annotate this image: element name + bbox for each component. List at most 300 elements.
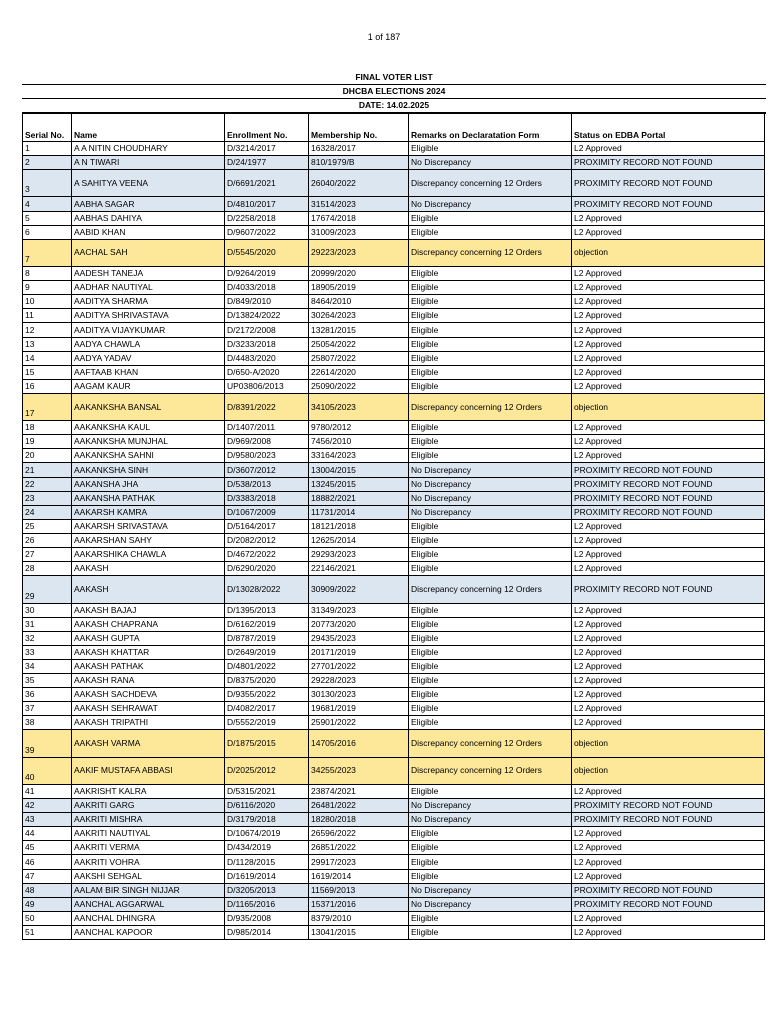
cell-remarks: No Discrepancy xyxy=(409,197,572,211)
table-row xyxy=(23,211,765,225)
table-row xyxy=(23,841,765,855)
cell-remarks: Eligible xyxy=(409,631,572,645)
cell-enrollment: D/650-A/2020 xyxy=(225,365,309,379)
cell-remarks: Eligible xyxy=(409,688,572,702)
table-row xyxy=(23,869,765,883)
table-row xyxy=(23,337,765,351)
cell-membership: 25807/2022 xyxy=(309,351,409,365)
cell-remarks: Eligible xyxy=(409,562,572,576)
cell-remarks: Eligible xyxy=(409,365,572,379)
cell-membership: 11731/2014 xyxy=(309,505,409,519)
cell-name: AAKASH PATHAK xyxy=(72,659,225,673)
cell-serial: 49 xyxy=(23,897,72,911)
cell-name: AABHA SAGAR xyxy=(72,197,225,211)
cell-status: PROXIMITY RECORD NOT FOUND xyxy=(572,883,765,897)
cell-remarks: No Discrepancy xyxy=(409,491,572,505)
cell-membership: 18121/2018 xyxy=(309,519,409,533)
cell-membership: 13245/2015 xyxy=(309,477,409,491)
cell-remarks: Eligible xyxy=(409,674,572,688)
cell-status: objection xyxy=(572,757,765,784)
cell-remarks: Discrepancy concerning 12 Orders xyxy=(409,393,572,420)
cell-membership: 1619/2014 xyxy=(309,869,409,883)
cell-membership: 26040/2022 xyxy=(309,170,409,197)
table-row xyxy=(23,674,765,688)
cell-membership: 26596/2022 xyxy=(309,827,409,841)
table-row xyxy=(23,757,765,784)
cell-name: AAKANKSHA SINH xyxy=(72,463,225,477)
table-row xyxy=(23,911,765,925)
table-row xyxy=(23,477,765,491)
cell-enrollment: D/8391/2022 xyxy=(225,393,309,420)
cell-status: PROXIMITY RECORD NOT FOUND xyxy=(572,897,765,911)
cell-status: PROXIMITY RECORD NOT FOUND xyxy=(572,799,765,813)
cell-remarks: No Discrepancy xyxy=(409,813,572,827)
cell-status: L2 Approved xyxy=(572,435,765,449)
cell-membership: 8464/2010 xyxy=(309,295,409,309)
cell-status: L2 Approved xyxy=(572,295,765,309)
cell-remarks: No Discrepancy xyxy=(409,883,572,897)
cell-status: objection xyxy=(572,393,765,420)
cell-serial: 6 xyxy=(23,225,72,239)
cell-membership: 25054/2022 xyxy=(309,337,409,351)
cell-name: AAFTAAB KHAN xyxy=(72,365,225,379)
cell-name: AAGAM KAUR xyxy=(72,379,225,393)
cell-remarks: Eligible xyxy=(409,351,572,365)
cell-remarks: Eligible xyxy=(409,869,572,883)
cell-name: AAKANSHA JHA xyxy=(72,477,225,491)
cell-status: L2 Approved xyxy=(572,617,765,631)
cell-membership: 33164/2023 xyxy=(309,449,409,463)
cell-enrollment: D/9264/2019 xyxy=(225,267,309,281)
table-row xyxy=(23,449,765,463)
cell-remarks: Eligible xyxy=(409,911,572,925)
cell-enrollment: D/8787/2019 xyxy=(225,631,309,645)
cell-enrollment: D/6290/2020 xyxy=(225,562,309,576)
cell-name: AAKRISHT KALRA xyxy=(72,784,225,798)
cell-enrollment: D/4801/2022 xyxy=(225,659,309,673)
cell-name: AAKASH SACHDEVA xyxy=(72,688,225,702)
cell-remarks: Eligible xyxy=(409,421,572,435)
cell-serial: 36 xyxy=(23,688,72,702)
table-row xyxy=(23,645,765,659)
cell-remarks: Eligible xyxy=(409,225,572,239)
cell-status: L2 Approved xyxy=(572,281,765,295)
cell-remarks: Eligible xyxy=(409,784,572,798)
cell-status: L2 Approved xyxy=(572,142,765,156)
table-row xyxy=(23,323,765,337)
cell-serial: 28 xyxy=(23,562,72,576)
cell-name: AAKASH CHAPRANA xyxy=(72,617,225,631)
cell-membership: 34105/2023 xyxy=(309,393,409,420)
cell-serial: 40 xyxy=(23,757,72,784)
cell-status: L2 Approved xyxy=(572,702,765,716)
cell-status: L2 Approved xyxy=(572,645,765,659)
cell-enrollment: D/2258/2018 xyxy=(225,211,309,225)
cell-name: AAKASH GUPTA xyxy=(72,631,225,645)
cell-serial: 26 xyxy=(23,533,72,547)
cell-enrollment: D/8375/2020 xyxy=(225,674,309,688)
cell-remarks: Eligible xyxy=(409,841,572,855)
cell-status: L2 Approved xyxy=(572,365,765,379)
cell-serial: 13 xyxy=(23,337,72,351)
cell-status: PROXIMITY RECORD NOT FOUND xyxy=(572,505,765,519)
cell-membership: 26851/2022 xyxy=(309,841,409,855)
cell-membership: 31514/2023 xyxy=(309,197,409,211)
cell-name: AANCHAL KAPOOR xyxy=(72,925,225,939)
table-row xyxy=(23,883,765,897)
cell-membership: 25090/2022 xyxy=(309,379,409,393)
cell-remarks: Eligible xyxy=(409,435,572,449)
cell-enrollment: D/3607/2012 xyxy=(225,463,309,477)
cell-enrollment: D/6162/2019 xyxy=(225,617,309,631)
cell-remarks: No Discrepancy xyxy=(409,477,572,491)
table-row xyxy=(23,225,765,239)
cell-serial: 23 xyxy=(23,491,72,505)
cell-serial: 34 xyxy=(23,659,72,673)
cell-enrollment: D/1875/2015 xyxy=(225,730,309,757)
cell-status: L2 Approved xyxy=(572,841,765,855)
cell-name: AAKRITI VOHRA xyxy=(72,855,225,869)
cell-enrollment: D/2172/2008 xyxy=(225,323,309,337)
cell-serial: 45 xyxy=(23,841,72,855)
document-date: DATE: 14.02.2025 xyxy=(22,99,766,114)
table-row xyxy=(23,505,765,519)
table-row xyxy=(23,491,765,505)
cell-remarks: No Discrepancy xyxy=(409,799,572,813)
cell-serial: 2 xyxy=(23,156,72,170)
cell-remarks: Eligible xyxy=(409,519,572,533)
cell-membership: 7456/2010 xyxy=(309,435,409,449)
cell-status: L2 Approved xyxy=(572,869,765,883)
cell-enrollment: D/1407/2011 xyxy=(225,421,309,435)
cell-status: PROXIMITY RECORD NOT FOUND xyxy=(572,813,765,827)
table-row xyxy=(23,855,765,869)
cell-membership: 29917/2023 xyxy=(309,855,409,869)
cell-serial: 5 xyxy=(23,211,72,225)
cell-remarks: No Discrepancy xyxy=(409,463,572,477)
cell-status: L2 Approved xyxy=(572,421,765,435)
cell-serial: 47 xyxy=(23,869,72,883)
document-header xyxy=(22,71,766,114)
cell-serial: 44 xyxy=(23,827,72,841)
cell-serial: 41 xyxy=(23,784,72,798)
cell-serial: 24 xyxy=(23,505,72,519)
cell-membership: 19681/2019 xyxy=(309,702,409,716)
cell-serial: 12 xyxy=(23,323,72,337)
cell-membership: 20999/2020 xyxy=(309,267,409,281)
cell-remarks: Eligible xyxy=(409,659,572,673)
table-row xyxy=(23,239,765,266)
cell-serial: 32 xyxy=(23,631,72,645)
cell-name: AAKANKSHA KAUL xyxy=(72,421,225,435)
cell-status: L2 Approved xyxy=(572,674,765,688)
cell-membership: 9780/2012 xyxy=(309,421,409,435)
cell-name: AAKANKSHA BANSAL xyxy=(72,393,225,420)
cell-enrollment: D/9580/2023 xyxy=(225,449,309,463)
cell-name: AAKASH xyxy=(72,562,225,576)
cell-membership: 13281/2015 xyxy=(309,323,409,337)
table-row xyxy=(23,351,765,365)
column-header-name: Name xyxy=(72,114,225,142)
cell-enrollment: D/4033/2018 xyxy=(225,281,309,295)
table-row xyxy=(23,519,765,533)
document-title: FINAL VOTER LIST xyxy=(22,71,766,85)
table-header-row xyxy=(23,114,765,142)
cell-membership: 29293/2023 xyxy=(309,548,409,562)
cell-name: AAKASH SEHRAWAT xyxy=(72,702,225,716)
cell-enrollment: D/2649/2019 xyxy=(225,645,309,659)
cell-status: L2 Approved xyxy=(572,688,765,702)
cell-enrollment: D/1128/2015 xyxy=(225,855,309,869)
column-header-membership: Membership No. xyxy=(309,114,409,142)
cell-remarks: No Discrepancy xyxy=(409,505,572,519)
cell-enrollment: UP03806/2013 xyxy=(225,379,309,393)
cell-status: PROXIMITY RECORD NOT FOUND xyxy=(572,576,765,603)
cell-remarks: Eligible xyxy=(409,281,572,295)
cell-status: L2 Approved xyxy=(572,716,765,730)
cell-status: L2 Approved xyxy=(572,379,765,393)
table-row xyxy=(23,617,765,631)
cell-serial: 38 xyxy=(23,716,72,730)
table-row xyxy=(23,548,765,562)
cell-status: L2 Approved xyxy=(572,911,765,925)
cell-enrollment: D/1619/2014 xyxy=(225,869,309,883)
cell-status: L2 Approved xyxy=(572,351,765,365)
table-row xyxy=(23,267,765,281)
cell-status: L2 Approved xyxy=(572,211,765,225)
table-row xyxy=(23,688,765,702)
cell-membership: 30130/2023 xyxy=(309,688,409,702)
cell-remarks: Eligible xyxy=(409,449,572,463)
cell-membership: 29228/2023 xyxy=(309,674,409,688)
cell-serial: 20 xyxy=(23,449,72,463)
cell-status: PROXIMITY RECORD NOT FOUND xyxy=(572,491,765,505)
cell-membership: 20773/2020 xyxy=(309,617,409,631)
cell-name: A N TIWARI xyxy=(72,156,225,170)
cell-name: AADITYA SHRIVASTAVA xyxy=(72,309,225,323)
table-row xyxy=(23,295,765,309)
table-row xyxy=(23,784,765,798)
cell-enrollment: D/1067/2009 xyxy=(225,505,309,519)
cell-enrollment: D/935/2008 xyxy=(225,911,309,925)
cell-remarks: Eligible xyxy=(409,379,572,393)
table-row xyxy=(23,393,765,420)
cell-status: L2 Approved xyxy=(572,562,765,576)
cell-serial: 16 xyxy=(23,379,72,393)
cell-membership: 22614/2020 xyxy=(309,365,409,379)
cell-serial: 50 xyxy=(23,911,72,925)
cell-enrollment: D/3383/2018 xyxy=(225,491,309,505)
cell-serial: 35 xyxy=(23,674,72,688)
cell-remarks: Eligible xyxy=(409,295,572,309)
table-row xyxy=(23,463,765,477)
cell-remarks: Discrepancy concerning 12 Orders xyxy=(409,757,572,784)
cell-membership: 27701/2022 xyxy=(309,659,409,673)
table-row xyxy=(23,197,765,211)
cell-serial: 11 xyxy=(23,309,72,323)
cell-membership: 34255/2023 xyxy=(309,757,409,784)
cell-status: L2 Approved xyxy=(572,603,765,617)
cell-membership: 29223/2023 xyxy=(309,239,409,266)
cell-enrollment: D/849/2010 xyxy=(225,295,309,309)
cell-membership: 18905/2019 xyxy=(309,281,409,295)
table-row xyxy=(23,716,765,730)
cell-enrollment: D/4483/2020 xyxy=(225,351,309,365)
cell-remarks: Eligible xyxy=(409,702,572,716)
cell-enrollment: D/4672/2022 xyxy=(225,548,309,562)
cell-name: AAKARSHIKA CHAWLA xyxy=(72,548,225,562)
table-row xyxy=(23,533,765,547)
cell-serial: 48 xyxy=(23,883,72,897)
cell-membership: 25901/2022 xyxy=(309,716,409,730)
cell-enrollment: D/6691/2021 xyxy=(225,170,309,197)
cell-enrollment: D/2025/2012 xyxy=(225,757,309,784)
cell-name: AAKASH KHATTAR xyxy=(72,645,225,659)
cell-status: L2 Approved xyxy=(572,225,765,239)
cell-enrollment: D/10674/2019 xyxy=(225,827,309,841)
cell-membership: 29435/2023 xyxy=(309,631,409,645)
cell-membership: 18280/2018 xyxy=(309,813,409,827)
cell-enrollment: D/538/2013 xyxy=(225,477,309,491)
cell-name: AABID KHAN xyxy=(72,225,225,239)
cell-name: AADITYA SHARMA xyxy=(72,295,225,309)
cell-membership: 31009/2023 xyxy=(309,225,409,239)
cell-serial: 25 xyxy=(23,519,72,533)
table-row xyxy=(23,813,765,827)
table-row xyxy=(23,827,765,841)
cell-serial: 19 xyxy=(23,435,72,449)
column-header-remarks: Remarks on Declaratation Form xyxy=(409,114,572,142)
cell-name: AADHAR NAUTIYAL xyxy=(72,281,225,295)
cell-membership: 18882/2021 xyxy=(309,491,409,505)
cell-enrollment: D/1165/2016 xyxy=(225,897,309,911)
cell-enrollment: D/3233/2018 xyxy=(225,337,309,351)
cell-name: AADYA YADAV xyxy=(72,351,225,365)
cell-status: L2 Approved xyxy=(572,784,765,798)
cell-remarks: No Discrepancy xyxy=(409,897,572,911)
table-row xyxy=(23,659,765,673)
cell-membership: 20171/2019 xyxy=(309,645,409,659)
cell-enrollment: D/434/2019 xyxy=(225,841,309,855)
cell-enrollment: D/6116/2020 xyxy=(225,799,309,813)
cell-remarks: Discrepancy concerning 12 Orders xyxy=(409,239,572,266)
cell-name: AANCHAL DHINGRA xyxy=(72,911,225,925)
cell-serial: 1 xyxy=(23,142,72,156)
table-row xyxy=(23,435,765,449)
table-row xyxy=(23,631,765,645)
voter-table xyxy=(22,113,765,940)
table-row xyxy=(23,421,765,435)
cell-status: objection xyxy=(572,239,765,266)
table-row xyxy=(23,379,765,393)
cell-membership: 23874/2021 xyxy=(309,784,409,798)
cell-remarks: Eligible xyxy=(409,337,572,351)
table-row xyxy=(23,799,765,813)
cell-enrollment: D/3179/2018 xyxy=(225,813,309,827)
table-row xyxy=(23,309,765,323)
cell-remarks: Eligible xyxy=(409,617,572,631)
cell-status: L2 Approved xyxy=(572,631,765,645)
cell-serial: 21 xyxy=(23,463,72,477)
cell-enrollment: D/13824/2022 xyxy=(225,309,309,323)
cell-enrollment: D/3205/2013 xyxy=(225,883,309,897)
cell-enrollment: D/5545/2020 xyxy=(225,239,309,266)
cell-membership: 16328/2017 xyxy=(309,142,409,156)
table-row xyxy=(23,156,765,170)
cell-remarks: Eligible xyxy=(409,533,572,547)
cell-name: AADITYA VIJAYKUMAR xyxy=(72,323,225,337)
table-row xyxy=(23,281,765,295)
cell-remarks: Discrepancy concerning 12 Orders xyxy=(409,730,572,757)
cell-serial: 10 xyxy=(23,295,72,309)
cell-status: L2 Approved xyxy=(572,519,765,533)
cell-name: AADYA CHAWLA xyxy=(72,337,225,351)
table-row xyxy=(23,170,765,197)
cell-name: AANCHAL AGGARWAL xyxy=(72,897,225,911)
cell-name: AADESH TANEJA xyxy=(72,267,225,281)
cell-status: PROXIMITY RECORD NOT FOUND xyxy=(572,477,765,491)
cell-status: L2 Approved xyxy=(572,533,765,547)
cell-serial: 18 xyxy=(23,421,72,435)
cell-status: PROXIMITY RECORD NOT FOUND xyxy=(572,197,765,211)
cell-serial: 30 xyxy=(23,603,72,617)
cell-serial: 22 xyxy=(23,477,72,491)
election-name: DHCBA ELECTIONS 2024 xyxy=(22,85,766,99)
cell-serial: 27 xyxy=(23,548,72,562)
cell-remarks: Eligible xyxy=(409,645,572,659)
cell-remarks: Eligible xyxy=(409,548,572,562)
cell-status: L2 Approved xyxy=(572,323,765,337)
cell-enrollment: D/4810/2017 xyxy=(225,197,309,211)
cell-serial: 4 xyxy=(23,197,72,211)
cell-status: L2 Approved xyxy=(572,925,765,939)
cell-name: AALAM BIR SINGH NIJJAR xyxy=(72,883,225,897)
cell-membership: 31349/2023 xyxy=(309,603,409,617)
cell-name: AAKSHI SEHGAL xyxy=(72,869,225,883)
cell-serial: 14 xyxy=(23,351,72,365)
cell-enrollment: D/9355/2022 xyxy=(225,688,309,702)
cell-serial: 51 xyxy=(23,925,72,939)
cell-name: AAKARSHAN SAHY xyxy=(72,533,225,547)
cell-serial: 15 xyxy=(23,365,72,379)
cell-membership: 810/1979/B xyxy=(309,156,409,170)
cell-status: L2 Approved xyxy=(572,827,765,841)
table-row xyxy=(23,702,765,716)
cell-status: L2 Approved xyxy=(572,659,765,673)
table-row xyxy=(23,562,765,576)
cell-enrollment: D/3214/2017 xyxy=(225,142,309,156)
cell-name: AAKRITI GARG xyxy=(72,799,225,813)
page-number: 1 of 187 xyxy=(367,32,401,42)
cell-enrollment: D/1395/2013 xyxy=(225,603,309,617)
cell-name: AAKASH RANA xyxy=(72,674,225,688)
table-row xyxy=(23,897,765,911)
cell-membership: 12625/2014 xyxy=(309,533,409,547)
cell-enrollment: D/4082/2017 xyxy=(225,702,309,716)
cell-enrollment: D/5552/2019 xyxy=(225,716,309,730)
cell-remarks: Discrepancy concerning 12 Orders xyxy=(409,170,572,197)
cell-membership: 15371/2016 xyxy=(309,897,409,911)
cell-membership: 14705/2016 xyxy=(309,730,409,757)
cell-name: AAKRITI VERMA xyxy=(72,841,225,855)
cell-name: AAKASH TRIPATHI xyxy=(72,716,225,730)
cell-name: AAKARSH KAMRA xyxy=(72,505,225,519)
cell-enrollment: D/24/1977 xyxy=(225,156,309,170)
cell-name: AAKASH VARMA xyxy=(72,730,225,757)
cell-remarks: Eligible xyxy=(409,323,572,337)
cell-remarks: Eligible xyxy=(409,267,572,281)
table-row xyxy=(23,925,765,939)
